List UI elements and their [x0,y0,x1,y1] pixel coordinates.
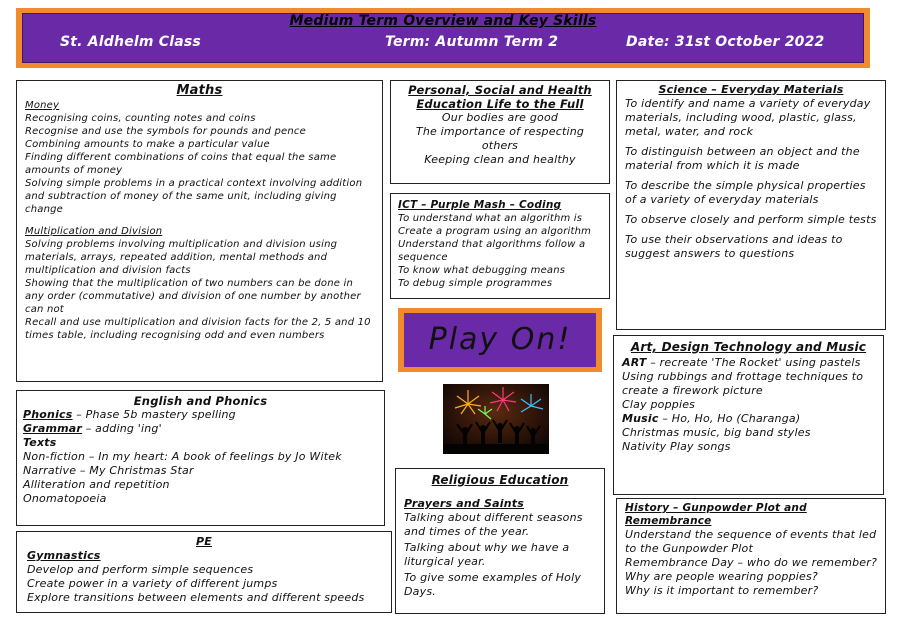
history-title: History – Gunpowder Plot and Remembrance [625,502,807,527]
list-item: Create a program using an algorithm [398,226,592,237]
list-item: Remembrance Day – who do we remember? [625,556,878,569]
multiplication-heading: Multiplication and Division [25,226,163,237]
music-text: – Ho, Ho, Ho (Charanga) [658,412,801,425]
history-box [616,498,886,614]
play-on-text: Play On! [428,322,572,357]
list-item: To know what debugging means [398,265,566,276]
date-label: Date: 31st October 2022 [626,34,825,50]
list-item: Solving problems involving multiplication and division using materials, arrays, repeated addition, mental methods and multiplication and division facts [25,239,338,276]
list-item: Explore transitions between elements and different speeds [27,591,365,604]
list-item: To describe the simple physical properties of a variety of everyday materials [625,179,866,206]
page-title: Medium Term Overview and Key Skills [289,13,597,29]
ict-title: ICT – Purple Mash – Coding [398,199,562,211]
list-item: Create power in a variety of different jumps [27,577,278,590]
art-text: – recreate 'The Rocket' using pastels [646,356,861,369]
list-item: Our bodies are good [441,111,559,124]
science-box [616,80,886,330]
list-item: To use their observations and ideas to suggest answers to questions [625,233,843,260]
ict-box [390,193,610,299]
list-item: The importance of respecting others [415,125,585,152]
list-item: Narrative – My Christmas Star [23,464,194,477]
pe-subheading: Gymnastics [27,549,101,562]
list-item: Talking about different seasons and times of the year. [404,511,583,538]
re-box [395,468,605,614]
list-item: Recognise and use the symbols for pounds and pence [25,126,306,137]
art-label: ART [622,356,647,369]
fireworks-image [443,384,549,454]
list-item: Nativity Play songs [622,440,731,453]
list-item: Develop and perform simple sequences [27,563,254,576]
art-box [613,335,884,495]
phonics-text: – Phase 5b mastery spelling [72,408,236,421]
re-subheading: Prayers and Saints [404,497,524,510]
list-item: To identify and name a variety of everyday materials, including wood, plastic, glass, metal, water, and rock [625,97,871,138]
list-item: Onomatopoeia [23,492,107,505]
pe-title: PE [196,535,212,548]
list-item: To observe closely and perform simple tests [625,213,877,226]
art-title: Art, Design Technology and Music [630,340,867,354]
music-label: Music [622,412,659,425]
list-item: Keeping clean and healthy [424,153,576,166]
list-item: Using rubbings and frottage techniques to create a firework picture [622,370,864,397]
list-item: To distinguish between an object and the material from which it is made [625,145,860,172]
pe-box [16,531,392,613]
list-item: Recognising coins, counting notes and coins [25,113,256,124]
list-item: To understand what an algorithm is [398,213,583,224]
list-item: To debug simple programmes [398,278,553,289]
english-title: English and Phonics [133,394,268,408]
list-item: Talking about why we have a liturgical year. [404,541,570,568]
list-item: Solving simple problems in a practical context involving addition and subtraction of money of the same unit, including giving change [25,178,363,215]
money-heading: Money [25,100,60,111]
list-item: Understand the sequence of events that led to the Gunpowder Plot [625,528,877,555]
list-item: Understand that algorithms follow a sequence [398,239,586,263]
texts-label: Texts [23,436,57,449]
maths-title: Maths [176,83,223,98]
pshe-box [390,80,610,184]
phonics-label: Phonics [23,408,73,421]
maths-box [16,80,383,382]
list-item: Christmas music, big band styles [622,426,811,439]
list-item: Non-fiction – In my heart: A book of feelings by Jo Witek [23,450,342,463]
list-item: Combining amounts to make a particular value [25,139,270,150]
re-title: Religious Education [431,473,569,487]
list-item: Why is it important to remember? [625,584,819,597]
class-name: St. Aldhelm Class [60,34,201,50]
list-item: Finding different combinations of coins that equal the same amounts of money [25,152,337,176]
list-item: Showing that the multiplication of two numbers can be done in any order (commutative) and division of one number by another can not [25,278,361,315]
list-item: To give some examples of Holy Days. [404,571,582,598]
grammar-text: – adding 'ing' [82,422,162,435]
grammar-label: Grammar [23,422,83,435]
list-item: Why are people wearing poppies? [625,570,818,583]
term-label: Term: Autumn Term 2 [385,34,559,50]
science-title: Science – Everyday Materials [658,83,844,96]
pshe-title: Personal, Social and Health Education Life to the Full [408,83,592,111]
list-item: Clay poppies [622,398,696,411]
list-item: Alliteration and repetition [23,478,170,491]
list-item: Recall and use multiplication and division facts for the 2, 5 and 10 times table, including recognising odd and even numbers [25,317,371,341]
english-box [16,390,385,526]
